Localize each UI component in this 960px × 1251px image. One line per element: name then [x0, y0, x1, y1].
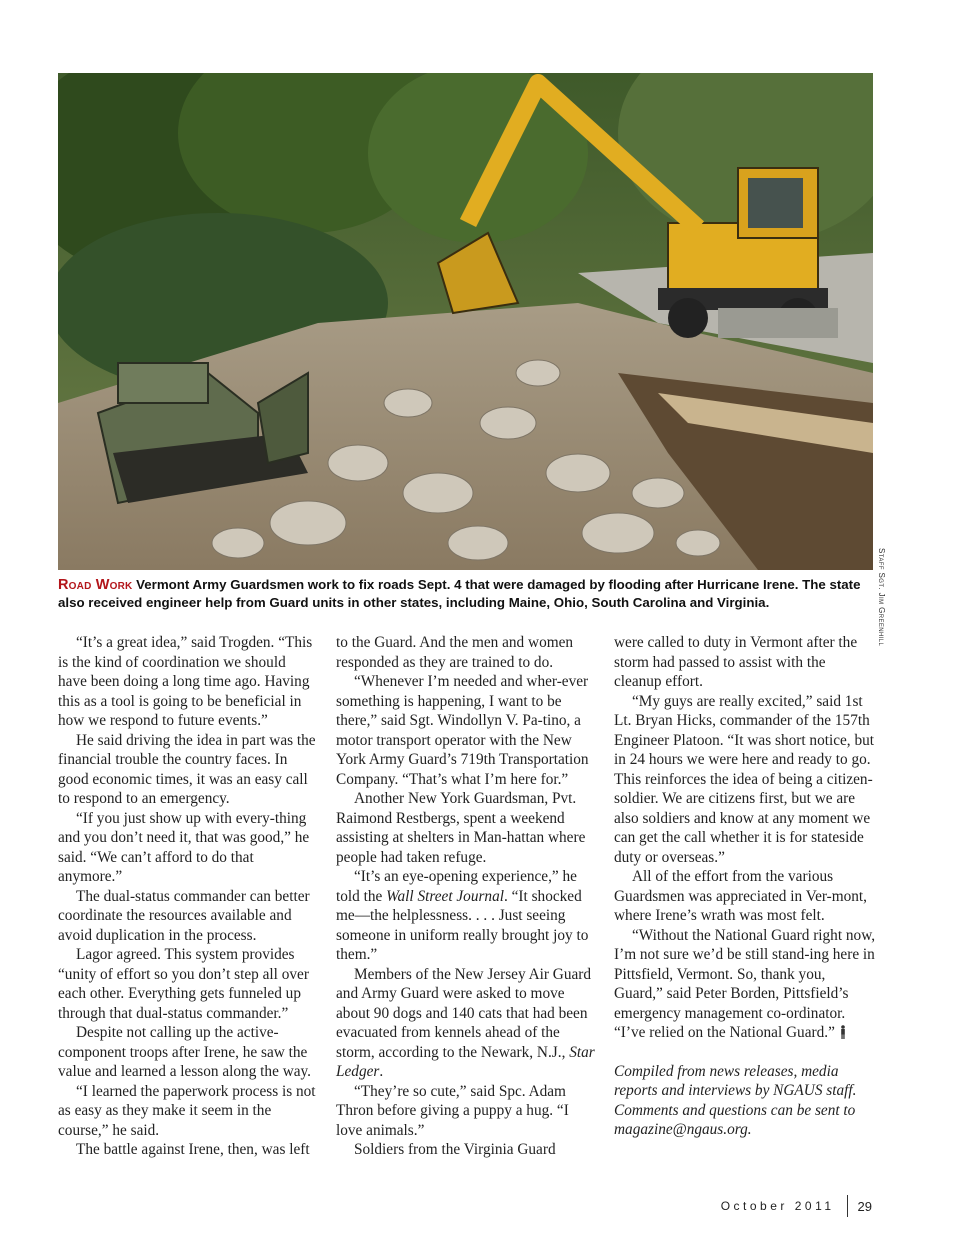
- article-column-2: [336, 633, 596, 1160]
- paragraph: [614, 926, 876, 1043]
- publication-name: Wall Street Journal: [386, 887, 504, 905]
- text-run: Members of the New Jersey Air Guard and Army Guard were asked to move about 90 dogs and 140 cats that had been evacuated from kennels ahead of the storm, according to the Newark, N.J.,: [336, 965, 592, 1061]
- paragraph: All of the effort from the various Guardsmen was appreciated in Ver-mont, where Irene’s wrath was most felt.: [614, 868, 868, 924]
- paragraph: He said driving the idea in part was the financial trouble the country faces. In good economic times, it was an easy call to respond to an emergency.: [58, 731, 316, 807]
- paragraph: “Whenever I’m needed and wher-ever something is happening, I want to be there,” said Sgt. Windollyn V. Pa-tino, a motor transport operator with the New York Army Guard’s 719th Transportation Company. “That’s what I’m here for.”: [336, 673, 589, 788]
- paragraph: The battle against Irene, then, was left: [76, 1141, 310, 1158]
- soldier-end-mark-icon: [839, 1025, 847, 1039]
- issue-date: October 2011: [720, 1199, 835, 1213]
- page-number: 29: [857, 1198, 872, 1214]
- paragraph: Despite not calling up the active-component troops after Irene, he saw the value and learned a lesson along the way.: [58, 1024, 312, 1080]
- page-footer: [721, 1195, 872, 1217]
- paragraph: “I learned the paperwork process is not as easy as they make it seem in the course,” he said.: [58, 1082, 316, 1139]
- photo-credit: [872, 73, 886, 647]
- paragraph: “They’re so cute,” said Spc. Adam Thron before giving a puppy a hug. “I love animals.”: [336, 1082, 569, 1139]
- caption-text: Vermont Army Guardsmen work to fix roads Sept. 4 that were damaged by flooding after Hurricane Irene. The state also received engineer help from Guard units in other states, including Maine, Ohio, South Carolina and Virginia.: [58, 577, 861, 610]
- paragraph: “It’s a great idea,” said Trogden. “This is the kind of coordination we should have been doing a long time ago. Having this as a tool is going to be beneficial in how we respond to future events.”: [58, 634, 313, 729]
- text-run: .: [379, 1063, 384, 1080]
- publication-name: Star Ledger: [336, 1043, 595, 1080]
- paragraph: “If you just show up with every-thing and you don’t need it, that was good,” he said. “We can’t afford to do that anymore.”: [58, 809, 310, 885]
- caption-label: Road Work: [58, 577, 133, 593]
- road-work-photo: [58, 73, 873, 570]
- paragraph: The dual-status commander can better coordinate the resources available and avoid duplication in the process.: [58, 887, 310, 944]
- paragraph: Lagor agreed. This system provides “unity of effort so you don’t step all over each other. Everything gets funneled up through that dual-status commander.”: [58, 946, 309, 1022]
- paragraph: were called to duty in Vermont after the storm had passed to assist with the cleanup effort.: [614, 634, 858, 690]
- text-run: “It’s an eye-opening experience,” he told the: [336, 868, 577, 905]
- photo-credit-text: Staff Sgt. Jim Greenhill: [877, 548, 886, 647]
- paragraph: to the Guard. And the men and women responded as they are trained to do.: [336, 634, 574, 671]
- article-column-1: [58, 633, 318, 1160]
- article-column-3: [614, 633, 876, 1140]
- paragraph: “My guys are really excited,” said 1st Lt. Bryan Hicks, commander of the 157th Engineer Platoon. “It was short notice, but in 24 hours we were here and ready to go. This reinforces the idea of being a citizen-soldier. We are citizens first, but we are also soldiers and know at any moment we can get the call whether it is for stateside duty or overseas.”: [614, 692, 874, 866]
- text-run: “Without the National Guard right now, I’m not sure we’d be still stand-ing here in Pittsfield, Vermont. So, thank you, Guard,” said Peter Borden, Pittsfield’s emergency management co-ordinator. “I’ve relied on the National Guard.”: [614, 926, 876, 1041]
- paragraph: [336, 867, 596, 965]
- paragraph: [336, 965, 596, 1082]
- paragraph: Another New York Guardsman, Pvt. Raimond Restbergs, spent a weekend assisting at shelters in Man-hattan where people had taken refuge.: [336, 790, 586, 866]
- compiled-note: Compiled from news releases, media reports and interviews by NGAUS staff. Comments and questions can be sent to magazine@ngaus.org.: [614, 1062, 857, 1138]
- footer-divider: [847, 1195, 848, 1217]
- photo-caption: [58, 576, 888, 612]
- paragraph: Soldiers from the Virginia Guard: [354, 1141, 556, 1158]
- text-run: . “It shocked me—the helplessness. . . . Just seeing someone in uniform really brought joy to them.”: [336, 887, 589, 963]
